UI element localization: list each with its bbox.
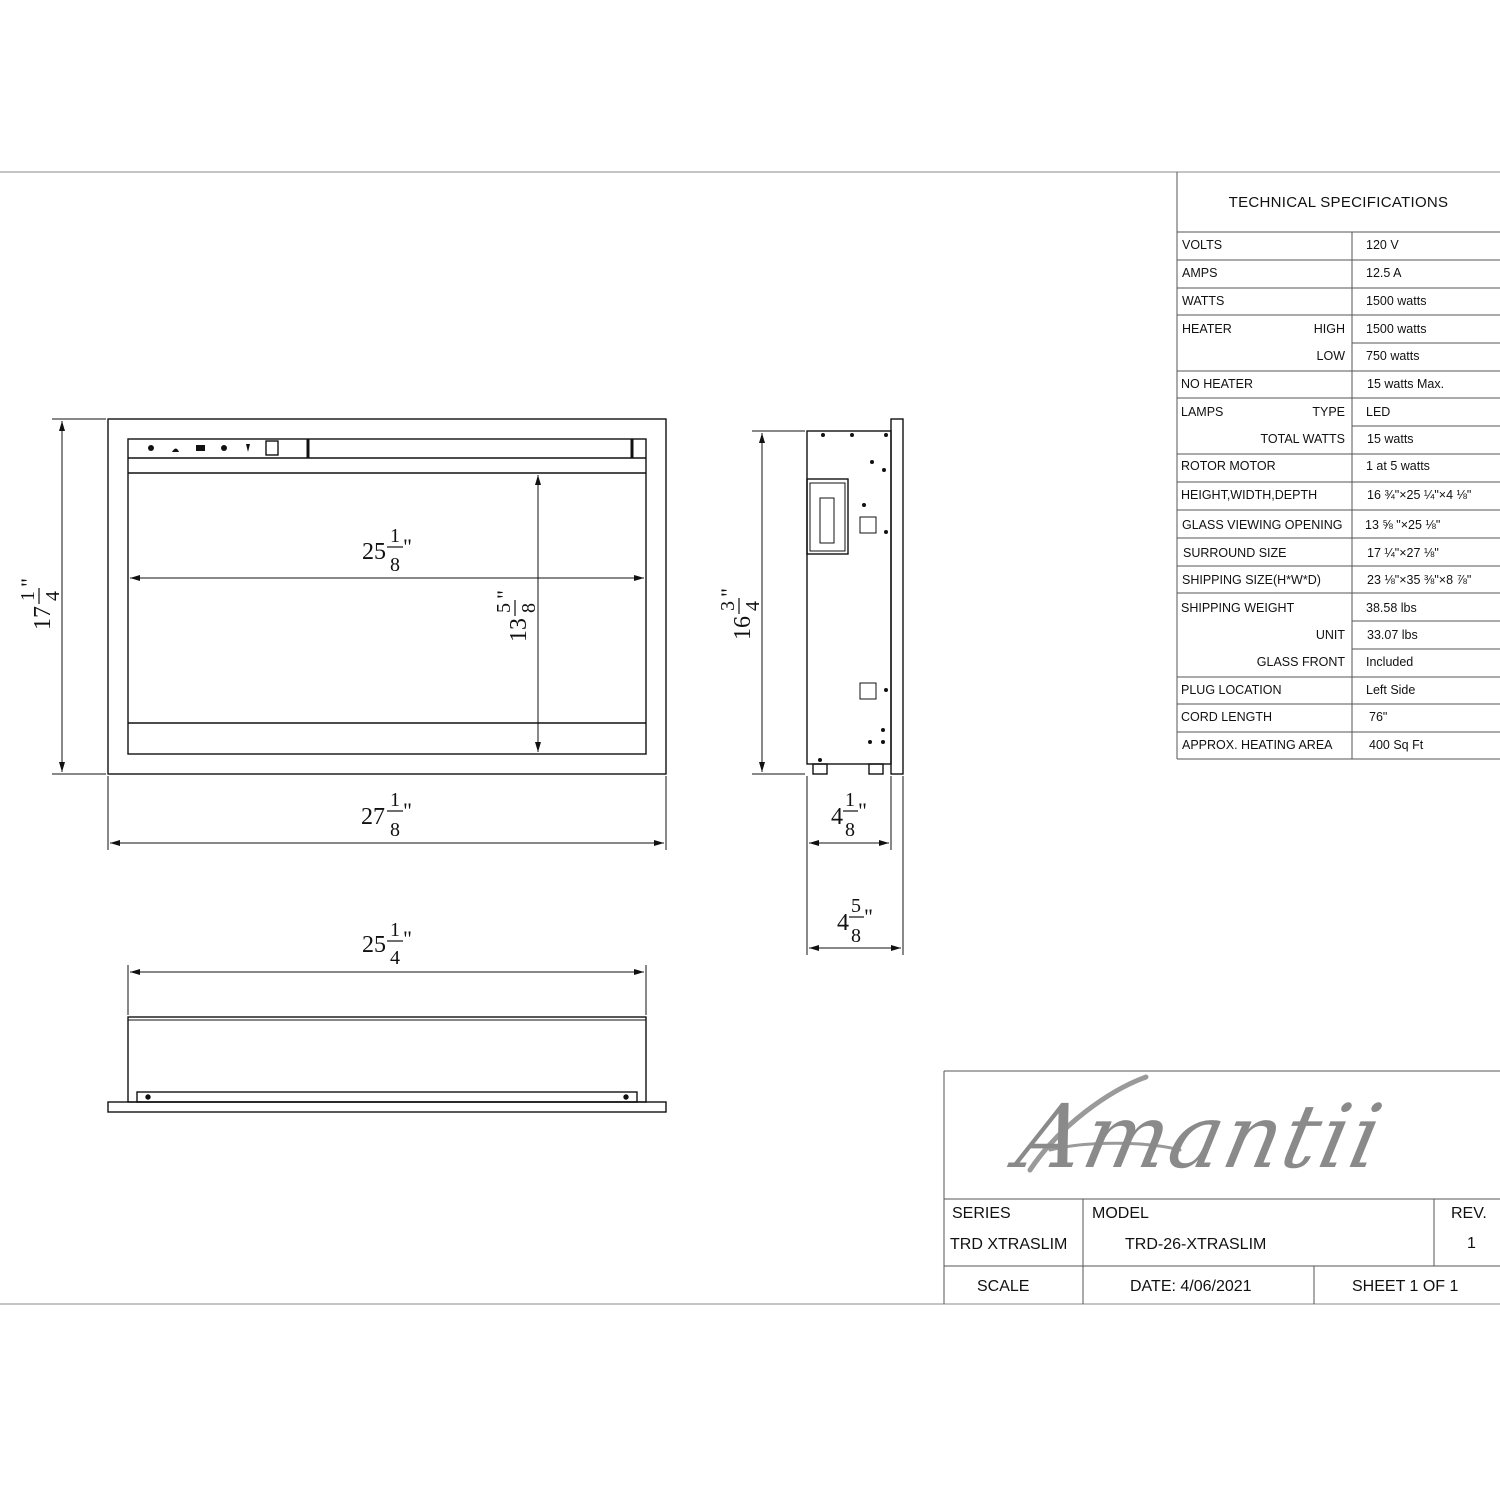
dim-glass-height [492, 590, 540, 642]
spec-label: NO HEATER [1181, 377, 1253, 391]
dim-side-depth-total [837, 895, 873, 947]
spec-label: VOLTS [1182, 238, 1223, 252]
series-label: SERIES [952, 1205, 1011, 1222]
spec-value: 23 ⅛"×35 ⅜"×8 ⅞" [1367, 573, 1472, 587]
bottom-view [108, 1017, 666, 1112]
dim-side-height-whole: 16 [730, 616, 756, 640]
spec-value: Included [1366, 655, 1414, 669]
side-view [807, 419, 903, 774]
dim-side-height-den: 4 [742, 601, 764, 611]
scale-label: SCALE [977, 1278, 1030, 1295]
spec-label: LAMPS [1181, 405, 1224, 419]
spec-label: APPROX. HEATING AREA [1182, 738, 1333, 752]
dim-glass-width [362, 525, 412, 576]
spec-value: 15 watts [1367, 432, 1414, 446]
drawing-date: DATE: 4/06/2021 [1130, 1278, 1252, 1295]
spec-label: SHIPPING SIZE(H*W*D) [1182, 573, 1321, 587]
dim-glass-width-mark: " [403, 534, 412, 559]
spec-value: 750 watts [1366, 349, 1420, 363]
spec-value: 38.58 lbs [1366, 601, 1417, 615]
dim-bottom-width-mark: " [403, 926, 412, 951]
dim-overall-height-mark: " [16, 578, 41, 587]
dim-bottom-width-den: 4 [390, 947, 400, 969]
spec-sublabel: UNIT [1315, 628, 1345, 642]
side-dimension-lines [752, 431, 903, 955]
spec-value: 16 ¾"×25 ¼"×4 ⅛" [1367, 488, 1472, 502]
spec-label: PLUG LOCATION [1181, 683, 1282, 697]
spec-label: SHIPPING WEIGHT [1181, 601, 1295, 615]
spec-label: AMPS [1182, 266, 1218, 280]
rev-value: 1 [1467, 1235, 1476, 1252]
spec-value: 12.5 A [1366, 266, 1402, 280]
spec-value: 15 watts Max. [1367, 377, 1445, 391]
spec-label: SURROUND SIZE [1183, 546, 1287, 560]
dim-side-height-num: 3 [717, 601, 739, 611]
model-label: MODEL [1092, 1205, 1149, 1222]
dim-side-depth-total-den: 8 [851, 925, 861, 947]
dim-side-depth [831, 789, 867, 841]
dim-bottom-width-num: 1 [390, 919, 400, 941]
dim-overall-width-whole: 27 [361, 804, 385, 830]
spec-label: CORD LENGTH [1181, 710, 1272, 724]
dim-overall-width [361, 789, 412, 841]
dim-side-height-mark: " [716, 588, 741, 597]
dim-side-depth-total-num: 5 [851, 895, 861, 917]
dim-side-depth-den: 8 [845, 819, 855, 841]
dim-overall-width-den: 8 [390, 819, 400, 841]
dim-overall-height-num: 1 [17, 591, 39, 601]
spec-label: HEATER [1182, 322, 1232, 336]
spec-label: ROTOR MOTOR [1181, 459, 1276, 473]
dim-side-depth-whole: 4 [831, 804, 843, 830]
spec-value: 1 at 5 watts [1366, 459, 1430, 473]
dim-glass-height-num: 5 [493, 603, 515, 613]
spec-sublabel: TYPE [1312, 405, 1345, 419]
series-value: TRD XTRASLIM [950, 1236, 1068, 1253]
dim-overall-height-den: 4 [42, 591, 64, 601]
spec-sublabel: GLASS FRONT [1256, 655, 1345, 669]
dim-overall-width-num: 1 [390, 789, 400, 811]
dim-glass-width-whole: 25 [362, 539, 386, 565]
spec-label: GLASS VIEWING OPENING [1182, 518, 1343, 532]
dim-bottom-width-whole: 25 [362, 932, 386, 958]
dim-side-depth-total-whole: 4 [837, 910, 849, 936]
spec-sublabel: HIGH [1313, 322, 1345, 336]
front-view [108, 419, 666, 774]
spec-value: 1500 watts [1366, 294, 1427, 308]
sheet-number: SHEET 1 OF 1 [1352, 1278, 1459, 1295]
spec-sublabel: LOW [1316, 349, 1345, 363]
spec-value: 17 ¼"×27 ⅛" [1367, 546, 1439, 560]
dim-overall-width-mark: " [403, 798, 412, 823]
spec-table-title: TECHNICAL SPECIFICATIONS [1228, 193, 1449, 211]
dim-side-depth-num: 1 [845, 789, 855, 811]
dim-overall-height [16, 578, 64, 630]
spec-value: 76" [1369, 710, 1388, 724]
dim-glass-width-den: 8 [390, 554, 400, 576]
spec-label: HEIGHT,WIDTH,DEPTH [1181, 488, 1318, 502]
model-value: TRD-26-XTRASLIM [1125, 1236, 1267, 1253]
dim-side-height [716, 588, 764, 640]
dim-side-depth-mark: " [858, 798, 867, 823]
rev-label: REV. [1451, 1205, 1487, 1222]
dim-side-depth-total-mark: " [864, 904, 873, 929]
bottom-dimension-lines [128, 965, 646, 1015]
front-dimension-lines [52, 419, 666, 850]
side-view-fasteners [818, 433, 888, 762]
spec-value: 120 V [1366, 238, 1399, 252]
spec-value: Left Side [1366, 683, 1416, 697]
dim-overall-height-whole: 17 [30, 606, 56, 630]
spec-value: 400 Sq Ft [1369, 738, 1424, 752]
spec-value: 1500 watts [1366, 322, 1427, 336]
amantii-logo: Amantii [1009, 1085, 1393, 1188]
dim-glass-height-whole: 13 [506, 618, 532, 642]
spec-sublabel: TOTAL WATTS [1260, 432, 1345, 446]
control-panel-icons [148, 444, 250, 452]
dim-glass-height-den: 8 [518, 603, 540, 613]
spec-value: 13 ⅝ "×25 ⅛" [1365, 518, 1441, 532]
dim-glass-width-num: 1 [390, 525, 400, 547]
spec-value: LED [1366, 405, 1391, 419]
dim-glass-height-mark: " [492, 590, 517, 599]
spec-label: WATTS [1182, 294, 1225, 308]
dim-bottom-width [362, 919, 412, 969]
spec-value: 33.07 lbs [1367, 628, 1418, 642]
